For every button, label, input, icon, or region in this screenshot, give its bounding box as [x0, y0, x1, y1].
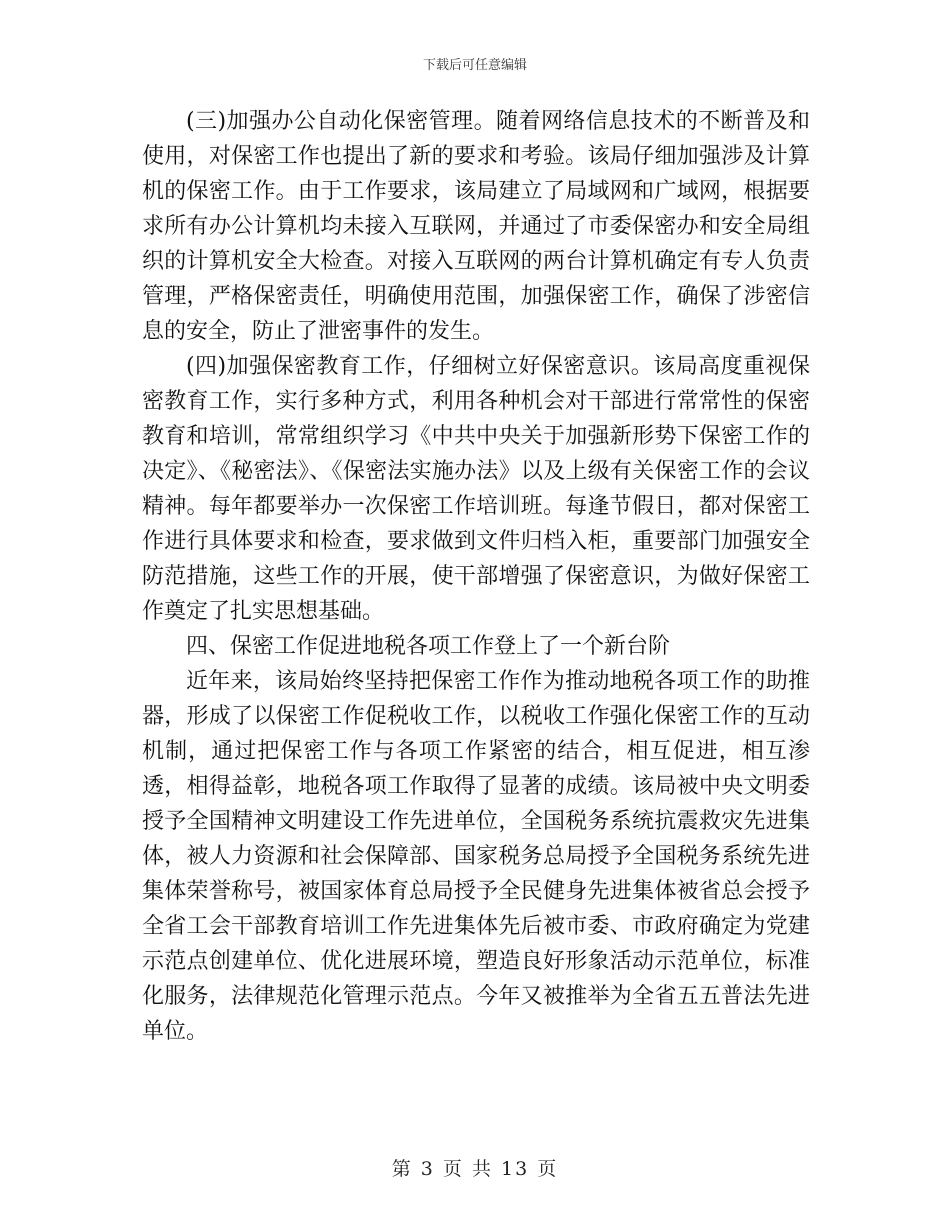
document-body: [142, 104, 810, 1049]
paragraph-confidentiality-education: (四)加强保密教育工作，仔细树立好保密意识。该局高度重视保密教育工作，实行多种方式，利用各种机会对干部进行常常性的保密教育和培训，常常组织学习《中共中央关于加强新形势下保密工作的决定》、《秘密法》、《保密法实施办法》以及上级有关保密工作的会议精神。每年都要举办一次保密工作培训班。每逢节假日，都对保密工作进行具体要求和检查，要求做到文件归档入柜，重要部门加强安全防范措施，这些工作的开展，使干部增强了保密意识，为做好保密工作奠定了扎实思想基础。: [142, 354, 810, 624]
header-note: 下载后可任意编辑: [422, 58, 527, 73]
page-number-footer: 第 3 页 共 13 页: [391, 1158, 559, 1180]
paragraph-office-automation: (三)加强办公自动化保密管理。随着网络信息技术的不断普及和使用，对保密工作也提出了新的要求和考验。该局仔细加强涉及计算机的保密工作。由于工作要求，该局建立了局域网和广域网，根据要求所有办公计算机均未接入互联网，并通过了市委保密办和安全局组织的计算机安全大检查。对接入互联网的两台计算机确定有专人负责管理，严格保密责任，明确使用范围，加强保密工作，确保了涉密信息的安全，防止了泄密事件的发生。: [142, 109, 810, 344]
section-heading-four: 四、保密工作促进地税各项工作登上了一个新台阶: [186, 634, 671, 659]
paragraph-achievements: 近年来，该局始终坚持把保密工作作为推动地税各项工作的助推器，形成了以保密工作促税收工作，以税收工作强化保密工作的互动机制，通过把保密工作与各项工作紧密的结合，相互促进，相互渗透，相得益彰，地税各项工作取得了显著的成绩。该局被中央文明委授予全国精神文明建设工作先进单位，全国税务系统抗震救灾先进集体，被人力资源和社会保障部、国家税务总局授予全国税务系统先进集体荣誉称号，被国家体育总局授予全民健身先进集体被省总会授予全省工会干部教育培训工作先进集体先后被市委、市政府确定为党建示范点创建单位、优化进展环境，塑造良好形象活动示范单位，标准化服务，法律规范化管理示范点。今年又被推举为全省五五普法先进单位。: [142, 669, 810, 1044]
